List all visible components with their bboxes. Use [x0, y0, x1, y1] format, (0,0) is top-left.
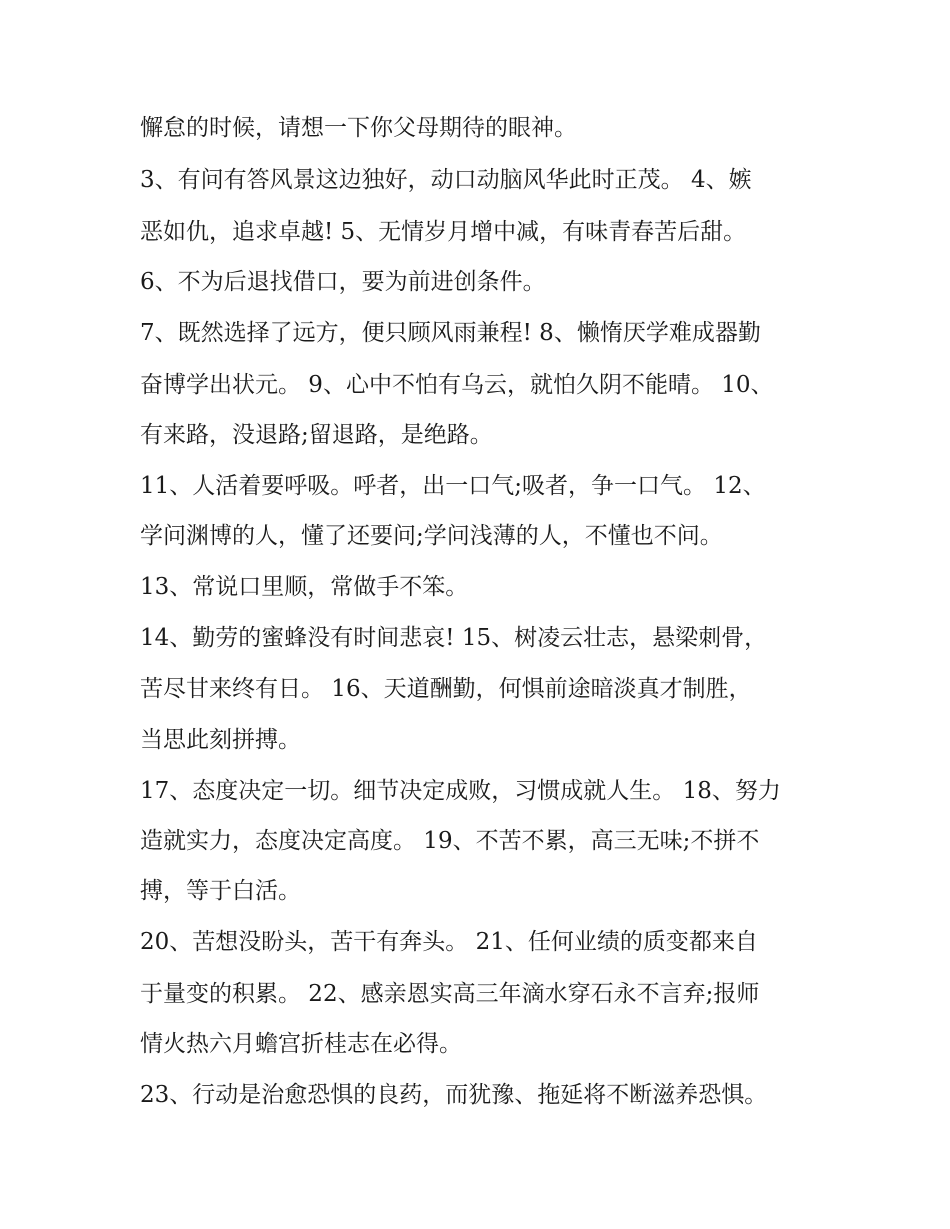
text-line: 17、态度决定一切。细节决定成败，习惯成就人生。 18、努力: [140, 778, 781, 804]
text-line: 懈怠的时候，请想一下你父母期待的眼神。: [140, 115, 577, 141]
text-line: 于量变的积累。 22、感亲恩实高三年滴水穿石永不言弃;报师: [140, 981, 760, 1007]
text-line: 苦尽甘来终有日。 16、天道酬勤，何惧前途暗淡真才制胜，: [140, 676, 752, 702]
text-line: 11、人活着要呼吸。呼者，出一口气;吸者，争一口气。 12、: [140, 473, 766, 499]
text-line: 7、既然选择了远方，便只顾风雨兼程! 8、懒惰厌学难成器勤: [140, 320, 761, 346]
text-line: 搏，等于白活。: [140, 878, 301, 904]
text-line: 学问渊博的人，懂了还要问;学问浅薄的人，不懂也不问。: [140, 523, 723, 549]
text-line: 造就实力，态度决定高度。 19、不苦不累，高三无味;不拼不: [140, 828, 760, 854]
text-line: 当思此刻拼搏。: [140, 727, 301, 753]
text-line: 有来路，没退路;留退路，是绝路。: [140, 422, 493, 448]
text-line: 6、不为后退找借口，要为前进创条件。: [140, 269, 546, 295]
text-line: 3、有问有答风景这边独好，动口动脑风华此时正茂。 4、嫉: [140, 167, 752, 193]
text-line: 13、常说口里顺，常做手不笨。: [140, 574, 469, 600]
text-line: 情火热六月蟾宫折桂志在必得。: [140, 1031, 462, 1057]
text-line: 恶如仇，追求卓越! 5、无情岁月增中减，有味青春苦后甜。: [140, 219, 747, 245]
text-line: 奋博学出状元。 9、心中不怕有乌云，就怕久阴不能晴。 10、: [140, 372, 774, 398]
text-line: 14、勤劳的蜜蜂没有时间悲哀! 15、树凌云壮志，悬梁刺骨，: [140, 625, 768, 651]
text-line: 20、苦想没盼头，苦干有奔头。 21、任何业绩的质变都来自: [140, 929, 758, 955]
text-line: 23、行动是治愈恐惧的良药，而犹豫、拖延将不断滋养恐惧。: [140, 1082, 768, 1108]
